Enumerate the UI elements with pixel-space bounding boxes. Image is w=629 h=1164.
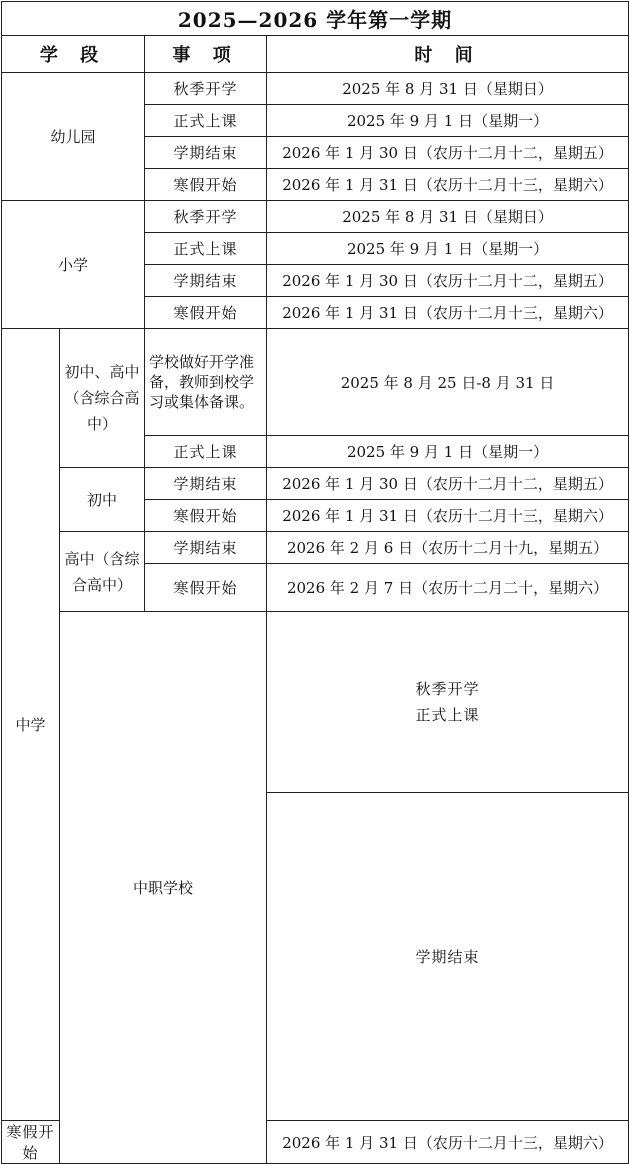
time-cell: 2026 年 1 月 31 日（农历十二月十三，星期六） <box>267 500 629 532</box>
header-stage: 学 段 <box>2 36 145 73</box>
event-cell: 学期结束 <box>145 137 267 169</box>
time-cell: 2025 年 9 月 1 日（星期一） <box>267 105 629 137</box>
time-cell: 2026 年 1 月 31 日（农历十二月十三，星期六） <box>267 1121 629 1164</box>
event-cell: 正式上课 <box>145 233 267 265</box>
event-cell: 学期结束 <box>267 793 629 1121</box>
substage-junior: 初中 <box>60 468 145 532</box>
stage-vocational: 中职学校 <box>60 612 267 1164</box>
time-cell: 2026 年 1 月 31 日（农历十二月十三，星期六） <box>267 169 629 201</box>
time-cell: 2025 年 9 月 1 日（星期一） <box>267 436 629 468</box>
time-cell: 2026 年 1 月 30 日（农历十二月十二，星期五） <box>267 137 629 169</box>
event-cell: 正式上课 <box>145 436 267 468</box>
time-cell: 2025 年 9 月 1 日（星期一） <box>267 233 629 265</box>
time-cell: 2025 年 8 月 31 日（星期日） <box>267 201 629 233</box>
header-item: 事 项 <box>145 36 267 73</box>
stage-kindergarten: 幼儿园 <box>2 73 145 201</box>
time-cell: 2026 年 1 月 30 日（农历十二月十二，星期五） <box>267 265 629 297</box>
event-cell: 寒假开始 <box>145 500 267 532</box>
table-title: 2025—2026 学年第一学期 <box>2 2 629 36</box>
event-cell: 学期结束 <box>145 468 267 500</box>
event-cell: 寒假开始 <box>145 169 267 201</box>
time-cell: 2026 年 1 月 31 日（农历十二月十三，星期六） <box>267 297 629 329</box>
header-row <box>2 36 629 73</box>
time-cell: 2026 年 2 月 7 日（农历十二月二十，星期六） <box>267 564 629 612</box>
event-cell: 寒假开始 <box>145 564 267 612</box>
stage-middle: 中学 <box>2 329 60 1121</box>
table-row <box>2 329 629 436</box>
substage-senior: 高中（含综合高中） <box>60 532 145 612</box>
time-cell: 2026 年 1 月 30 日（农历十二月十二，星期五） <box>267 468 629 500</box>
event-cell: 正式上课 <box>145 105 267 137</box>
event-class: 正式上课 <box>415 706 480 724</box>
table-row <box>2 532 629 564</box>
table-row <box>2 468 629 500</box>
event-cell: 学期结束 <box>145 532 267 564</box>
substage-all: 初中、高中（含综合高中） <box>60 329 145 468</box>
table-row <box>2 201 629 233</box>
event-cell: 秋季开学 <box>145 73 267 105</box>
header-time: 时 间 <box>267 36 629 73</box>
time-cell: 2026 年 2 月 6 日（农历十二月十九，星期五） <box>267 532 629 564</box>
event-cell: 学期结束 <box>145 265 267 297</box>
event-cell-combined <box>267 612 629 793</box>
event-cell-prep: 学校做好开学准备，教师到校学习或集体备课。 <box>145 329 267 436</box>
event-cell: 寒假开始 <box>2 1121 60 1164</box>
table-row <box>2 73 629 105</box>
title-row <box>2 2 629 36</box>
stage-primary: 小学 <box>2 201 145 329</box>
time-cell: 2025 年 8 月 31 日（星期日） <box>267 73 629 105</box>
event-cell: 秋季开学 <box>145 201 267 233</box>
event-open: 秋季开学 <box>415 680 480 698</box>
event-cell: 寒假开始 <box>145 297 267 329</box>
time-cell: 2025 年 8 月 25 日-8 月 31 日 <box>267 329 629 436</box>
table-row <box>2 612 629 793</box>
school-calendar-table <box>1 1 629 1164</box>
